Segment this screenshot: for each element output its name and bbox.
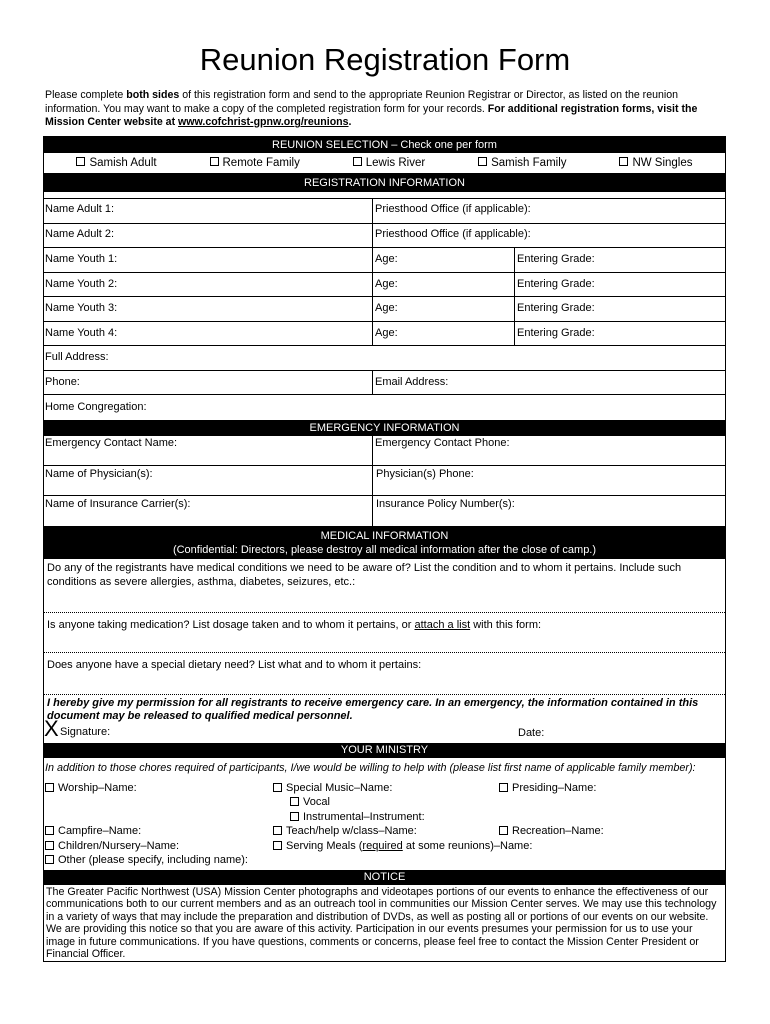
option-label: Children/Nursery–Name:	[58, 840, 180, 852]
field-label: Name Youth 1:	[45, 253, 118, 265]
divider	[372, 371, 373, 394]
option-remote-family[interactable]	[210, 153, 300, 173]
section-header-medical	[44, 526, 725, 559]
field-label: Email Address:	[375, 376, 449, 388]
divider	[372, 466, 373, 495]
address-row[interactable]	[44, 346, 725, 371]
option-label: Instrumental–Instrument:	[303, 811, 425, 823]
field-label: Name Youth 4:	[45, 327, 118, 339]
field-label: Name of Insurance Carrier(s):	[45, 498, 191, 510]
section-header-ministry: YOUR MINISTRY	[44, 743, 725, 758]
option-label: NW Singles	[632, 157, 693, 169]
emergency-contact-row[interactable]	[44, 436, 725, 466]
field-label: Age:	[375, 302, 398, 314]
option-nw-singles[interactable]	[619, 153, 692, 173]
section-header-notice: NOTICE	[44, 870, 725, 885]
dietary-field[interactable]: Does anyone have a special dietary need? List what and to whom it pertains:	[44, 653, 725, 695]
divider	[514, 322, 515, 345]
field-label: Name of Physician(s):	[45, 468, 153, 480]
page-title: Reunion Registration Form	[199, 42, 571, 77]
congregation-row[interactable]	[44, 395, 725, 420]
option-samish-adult[interactable]	[76, 153, 156, 173]
physician-row[interactable]	[44, 466, 725, 496]
intro-part: Please complete	[45, 89, 127, 101]
option-label: Recreation–Name:	[512, 825, 604, 837]
ministry-section	[44, 758, 725, 870]
divider	[514, 248, 515, 272]
intro-part: of this registration form and send to the appropriate Reunion Registrar or Director, as listed on the reunion information. You may want to make a copy of the completed registration form for your records.	[45, 89, 679, 115]
divider	[372, 224, 373, 247]
insurance-row[interactable]	[44, 496, 725, 526]
worship-option[interactable]	[45, 782, 137, 794]
field-label: Priesthood Office (if applicable):	[375, 203, 531, 215]
reunion-selection	[44, 153, 725, 174]
section-header-registration: REGISTRATION INFORMATION	[44, 174, 725, 192]
field-label: Physician(s) Phone:	[376, 468, 474, 480]
intro-bold: both sides	[126, 89, 180, 101]
section-header-emergency: EMERGENCY INFORMATION	[44, 420, 725, 436]
question-text: Is anyone taking medication? List dosage taken and to whom it pertains, or	[47, 619, 415, 631]
attach-list-link[interactable]: attach a list	[414, 619, 471, 631]
field-label: Entering Grade:	[517, 278, 595, 290]
option-label: Special Music–Name:	[286, 782, 393, 794]
recreation-option[interactable]	[499, 825, 604, 837]
option-label: Lewis River	[365, 157, 426, 169]
name-youth-4-row[interactable]	[44, 322, 725, 346]
x-mark: X	[44, 716, 59, 741]
divider	[372, 248, 373, 272]
option-label: Vocal	[303, 796, 330, 808]
divider	[372, 436, 373, 465]
checkbox-icon[interactable]	[273, 826, 282, 835]
option-label: Campfire–Name:	[58, 825, 142, 837]
option-label: Worship–Name:	[58, 782, 137, 794]
name-adult-2-row[interactable]	[44, 224, 725, 248]
checkbox-icon[interactable]	[290, 797, 299, 806]
spacer	[44, 192, 725, 199]
notice-text: The Greater Pacific Northwest (USA) Mission Center photographs and videotapes portions of our events to enhance the effectiveness of our communications both to our current members and as an outreach tool in communities our Mission Center serves. We may use this technology in a variety of ways that may include the preparation and distribution of DVDs, as well as posting all or portions of our events on our website. We are providing this notice so that you are aware of this activity. Participation in our events presumes your permission for us to use your image in future communications. If you have questions, comments or concerns, please feel free to contact the Mission Center President or Financial Officer.	[46, 886, 717, 961]
checkbox-icon[interactable]	[45, 855, 54, 864]
special-music-option[interactable]	[273, 782, 392, 794]
question-text: with this form:	[470, 619, 542, 631]
vocal-option[interactable]	[290, 796, 330, 808]
field-label: Entering Grade:	[517, 327, 595, 339]
field-label: Full Address:	[45, 351, 109, 363]
checkbox-icon[interactable]	[210, 157, 219, 166]
divider	[372, 297, 373, 321]
name-youth-3-row[interactable]	[44, 297, 725, 322]
field-label: Name Adult 1:	[45, 203, 115, 215]
name-youth-2-row[interactable]	[44, 273, 725, 297]
signature-label: Signature:	[60, 726, 111, 738]
checkbox-icon[interactable]	[76, 157, 85, 166]
campfire-option[interactable]	[45, 825, 141, 837]
checkbox-icon[interactable]	[619, 157, 628, 166]
phone-row[interactable]	[44, 371, 725, 395]
field-label: Name Adult 2:	[45, 228, 115, 240]
option-label: Other (please specify, including name):	[58, 854, 248, 866]
intro-bold: .	[348, 116, 352, 128]
section-header-selection: REUNION SELECTION – Check one per form	[44, 137, 725, 153]
presiding-option[interactable]	[499, 782, 596, 794]
checkbox-icon[interactable]	[45, 783, 54, 792]
checkbox-icon[interactable]	[478, 157, 487, 166]
field-label: Emergency Contact Phone:	[375, 437, 510, 449]
divider	[514, 273, 515, 296]
option-lewis-river[interactable]	[353, 153, 425, 173]
field-label: Phone:	[45, 376, 80, 388]
other-option[interactable]	[45, 854, 248, 866]
field-label: Entering Grade:	[517, 302, 595, 314]
medical-conditions-field[interactable]: Do any of the registrants have medical conditions we need to be aware of? List the condition and to whom it pertains. Include such conditions as severe allergies, asthma, diabetes, seizures, etc.:	[44, 559, 725, 613]
option-samish-family[interactable]	[478, 153, 566, 173]
option-label: Samish Family	[491, 157, 567, 169]
teach-option[interactable]	[273, 825, 417, 837]
ministry-intro: In addition to those chores required of participants, I/we would be willing to help with (please list first name of applicable family member):	[45, 762, 696, 774]
option-label: Remote Family	[222, 157, 300, 169]
field-label: Emergency Contact Name:	[45, 437, 178, 449]
instrumental-option[interactable]	[290, 811, 425, 823]
name-youth-1-row[interactable]	[44, 248, 725, 273]
checkbox-icon[interactable]	[45, 841, 54, 850]
checkbox-icon[interactable]	[45, 826, 54, 835]
date-label: Date:	[518, 727, 545, 739]
medical-header-note: (Confidential: Directors, please destroy all medical information after the close of camp.)	[172, 544, 597, 556]
option-label: Serving Meals (	[286, 840, 363, 852]
medical-header-title: MEDICAL INFORMATION	[320, 530, 449, 542]
divider	[372, 273, 373, 296]
divider	[372, 322, 373, 345]
field-label: Insurance Policy Number(s):	[376, 498, 515, 510]
signature-row[interactable]	[44, 716, 725, 743]
option-label: at some reunions)–Name:	[402, 840, 533, 852]
checkbox-icon[interactable]	[353, 157, 362, 166]
field-label: Entering Grade:	[517, 253, 595, 265]
option-label: Samish Adult	[89, 157, 157, 169]
website-link[interactable]: www.cofchrist-gpnw.org/reunions	[178, 116, 349, 128]
registration-form	[43, 136, 726, 962]
required-note: required	[362, 840, 403, 852]
option-label: Presiding–Name:	[512, 782, 597, 794]
field-label: Name Youth 2:	[45, 278, 118, 290]
field-label: Home Congregation:	[45, 401, 147, 413]
serving-meals-option[interactable]	[273, 840, 532, 852]
field-label: Priesthood Office (if applicable):	[375, 228, 531, 240]
children-option[interactable]	[45, 840, 179, 852]
divider	[372, 496, 373, 526]
intro-bold: For additional registration forms, visit the Mission Center website at	[45, 102, 698, 128]
field-label: Age:	[375, 278, 398, 290]
checkbox-icon[interactable]	[499, 783, 508, 792]
permission-statement: I hereby give my permission for all registrants to receive emergency care. In an emergency, the information contained in this document may be released to qualified medical personnel.	[47, 697, 699, 722]
checkbox-icon[interactable]	[273, 841, 282, 850]
field-label: Age:	[375, 327, 398, 339]
option-label: Teach/help w/class–Name:	[286, 825, 417, 837]
name-adult-1-row[interactable]	[44, 199, 725, 224]
checkbox-icon[interactable]	[273, 783, 282, 792]
medication-field[interactable]	[44, 613, 725, 653]
field-label: Age:	[375, 253, 398, 265]
divider	[514, 297, 515, 321]
checkbox-icon[interactable]	[290, 812, 299, 821]
field-label: Name Youth 3:	[45, 302, 118, 314]
divider	[372, 199, 373, 223]
checkbox-icon[interactable]	[499, 826, 508, 835]
intro-text	[45, 89, 725, 130]
